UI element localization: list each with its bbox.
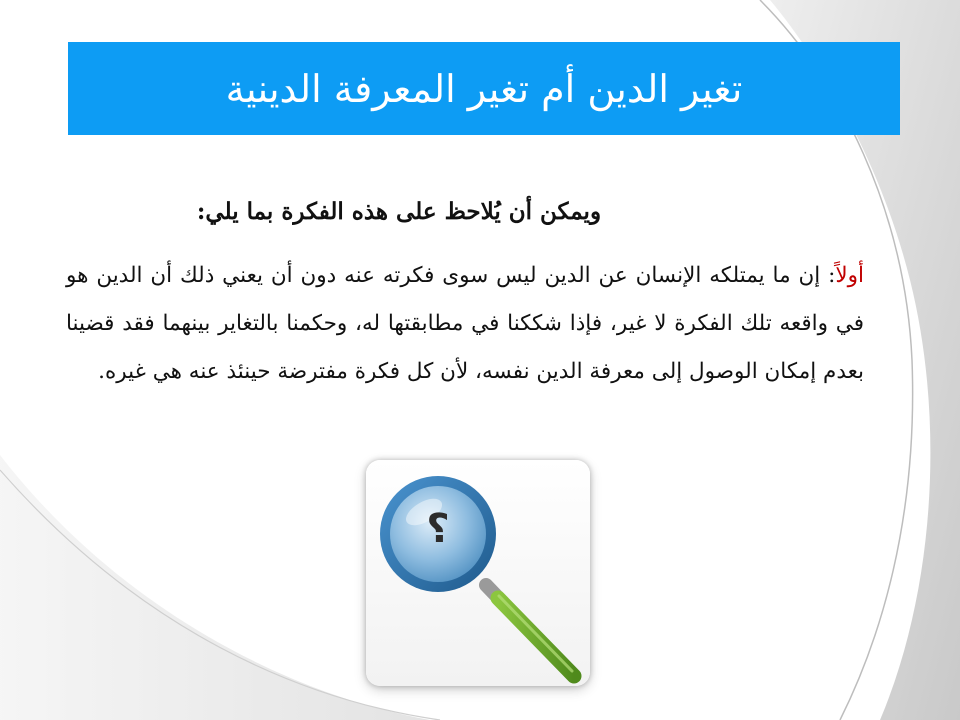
slide-title: تغير الدين أم تغير المعرفة الدينية — [225, 66, 743, 111]
magnifying-glass-picture — [366, 460, 590, 686]
paragraph-lead: أولاً — [835, 263, 864, 288]
body-paragraph — [66, 252, 864, 396]
paragraph-text: : إن ما يمتلكه الإنسان عن الدين ليس سوى فكرته عنه دون أن يعني ذلك أن الدين هو في واقعه تلك الفكرة لا غير، فإذا شككنا في مطابقتها له، وحكمنا بالتغاير بينهما فقد قضينا بعدم إمكان الوصول إلى معرفة الدين نفسه، لأن كل فكرة مفترضة حينئذ عنه هي غيره. — [66, 263, 864, 384]
magnifying-glass-icon — [366, 460, 590, 686]
question-mark: ؟ — [426, 506, 450, 552]
title-banner — [68, 42, 900, 135]
slide-subtitle: ويمكن أن يُلاحظ على هذه الفكرة بما يلي: — [196, 198, 602, 225]
